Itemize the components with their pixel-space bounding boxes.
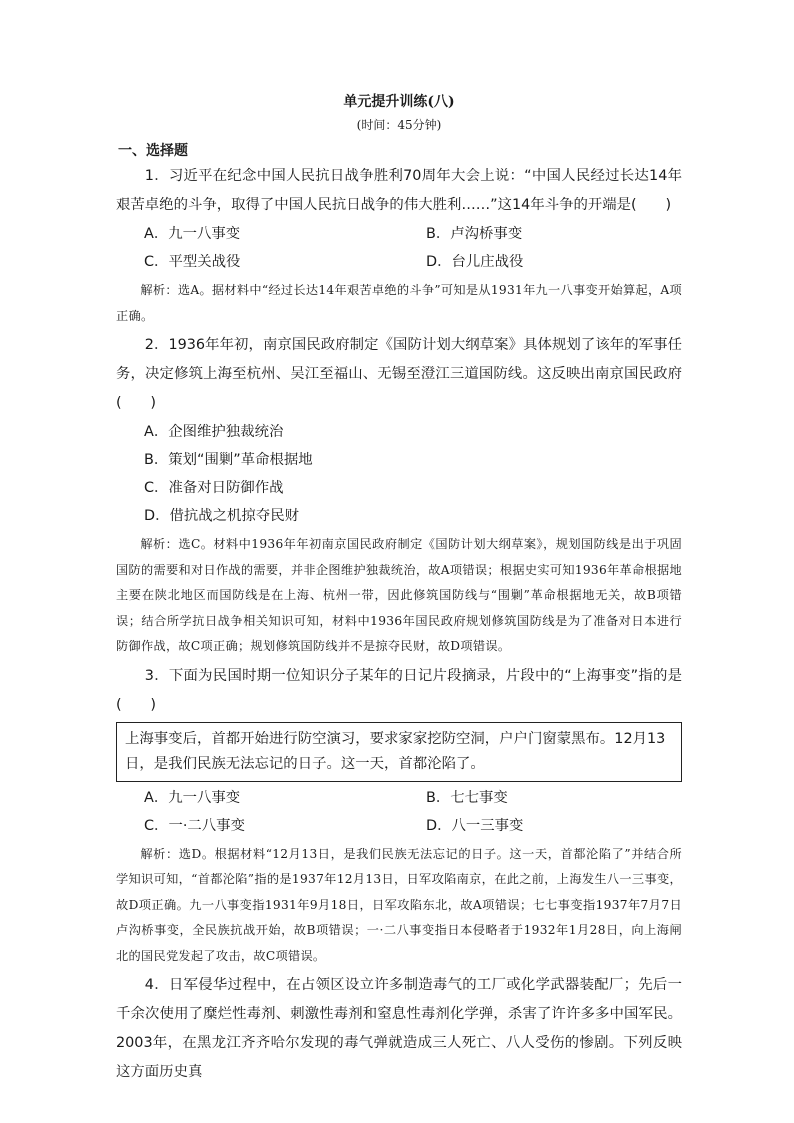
- option-a: A．九一八事变: [144, 789, 241, 806]
- option-d: D．借抗战之机掠夺民财: [144, 508, 299, 524]
- option-c: C．平型关战役: [144, 254, 241, 270]
- option-b: B．七七事变: [426, 789, 508, 806]
- section-heading: 一、选择题: [118, 143, 188, 159]
- question-stem: 1．习近平在纪念中国人民抗日战争胜利70周年大会上说：“中国人民经过长达14年艰苦卓绝的斗争，取得了中国人民抗日战争的伟大胜利……”这14年斗争的开端是( ): [116, 168, 682, 213]
- question-stem: 3．下面为民国时期一位知识分子某年的日记片段摘录，片段中的“上海事变”指的是( ): [116, 667, 682, 713]
- page-title: 单元提升训练(八): [343, 94, 455, 110]
- question-options: [116, 418, 682, 530]
- option-d: D．台儿庄战役: [426, 254, 524, 270]
- option-b: B．策划“围剿”革命根据地: [144, 452, 313, 468]
- option-a: A．企图维护独裁统治: [144, 424, 284, 440]
- question-analysis: 解析：选D。根据材料“12月13日，是我们民族无法忘记的日子。这一天，首都沦陷了”并结合所学知识可知，“首都沦陷”指的是1937年12月13日，日军攻陷南京，在此之前，上海发生八一三事变，故D项正确。九一八事变指1931年9月18日，日军攻陷东北，故A项错误；七七事变指1937年7月7日卢沟桥事变，全民族抗战开始，故B项错误；一·二八事变指日本侵略者于1932年1月28日，向上海闸北的国民党发起了攻击，故C项错误。: [116, 846, 682, 963]
- option-c: C．准备对日防御作战: [144, 480, 284, 496]
- option-c: C．一·二八事变: [144, 817, 245, 834]
- option-d: D．八一三事变: [426, 817, 524, 834]
- question-stem: 2．1936年年初，南京国民政府制定《国防计划大纲草案》具体规划了该年的军事任务，决定修筑上海至杭州、吴江至福山、无锡至澄江三道国防线。这反映出南京国民政府( ): [116, 337, 682, 411]
- question-options: [116, 220, 682, 276]
- time-limit: (时间：45分钟): [356, 118, 442, 132]
- question-stem: 4．日军侵华过程中，在占领区设立许多制造毒气的工厂或化学武器装配厂；先后一千余次使用了糜烂性毒剂、刺激性毒剂和窒息性毒剂化学弹，杀害了许许多多中国军民。2003年，在黑龙江齐齐哈尔发现的毒气弹就造成三人死亡、八人受伤的惨剧。下列反映这方面历史真: [116, 977, 682, 1080]
- question-options: [116, 784, 682, 840]
- question-2: [116, 331, 682, 660]
- document-page: [116, 92, 682, 1087]
- option-a: A．九一八事变: [144, 226, 241, 242]
- question-analysis: 解析：选C。材料中1936年年初南京国民政府制定《国防计划大纲草案》，规划国防线是出于巩固国防的需要和对日作战的需要，并非企图维护独裁统治，故A项错误；根据史实可知1936年革命根据地主要在陕北地区而国防线是在上海、杭州一带，因此修筑国防线与“围剿”革命根据地无关，故B项错误；结合所学抗日战争相关知识可知，材料中1936年国民政府规划修筑国防线是为了准备对日本进行防御作战，故C项正确；规划修筑国防线并不是掠夺民财，故D项错误。: [116, 537, 682, 653]
- diary-excerpt-box: 上海事变后，首都开始进行防空演习，要求家家挖防空洞，户户门窗蒙黑布。12月13日，是我们民族无法忘记的日子。这一天，首都沦陷了。: [116, 722, 682, 782]
- question-4: [116, 971, 682, 1087]
- question-3: [116, 662, 682, 970]
- option-b: B．卢沟桥事变: [426, 226, 523, 242]
- question-analysis: 解析：选A。据材料中“经过长达14年艰苦卓绝的斗争”可知是从1931年九一八事变开始算起，A项正确。: [116, 283, 683, 323]
- question-1: [116, 162, 682, 329]
